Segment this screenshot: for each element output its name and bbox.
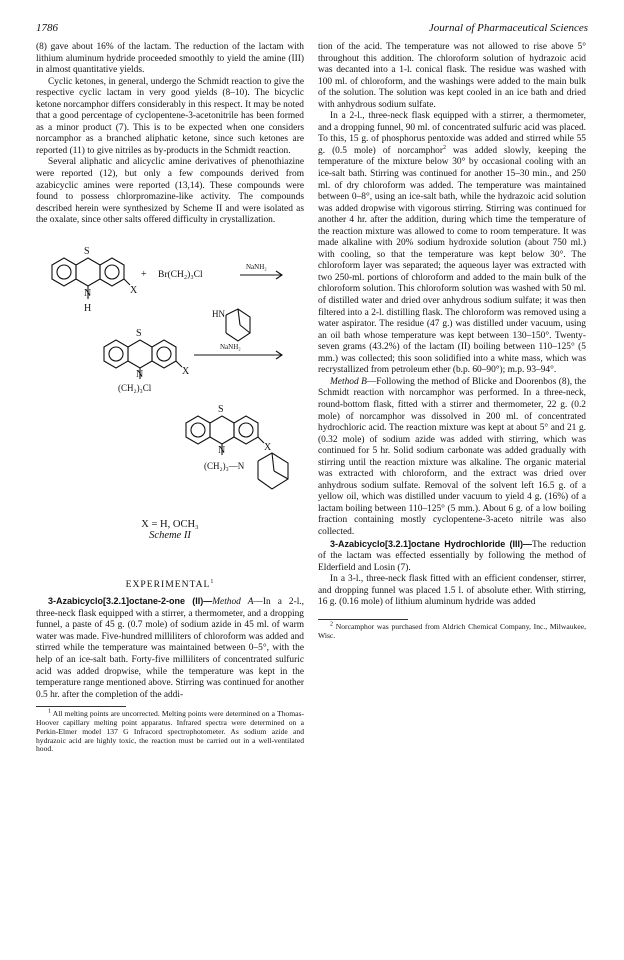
- footnote-1: $^1$ All melting points are uncorrected. Melting points were determined on a Thomas-Hoover capillary melting point apparatus. Infrared spectra were determined on a Perkin-Elmer model 137 G Infracord spectrophotometer. As sodium azide and hydrazoic acid are highly toxic, the reaction must be carried out in a well-ventilated hood.: [36, 708, 304, 754]
- compound-ii-heading: 3-Azabicyclo[3.2.1]octane-2-one (II)—: [48, 596, 213, 607]
- footnote-rule-right: [318, 619, 408, 620]
- right-paragraph-1: tion of the acid. The temperature was not allowed to rise above 5° throughout this addition. The chloroform solution of hydrazoic acid was decanted into a 1-l. conical flask. The residue was washed with 100 ml. of chloroform, and the washings were added to the main bulk of the solution. The solution was kept cooled in an ice bath and dried with anhydrous sodium sulfate.: [318, 42, 586, 110]
- scheme-labels: [36, 519, 304, 542]
- atom-x-2: X: [182, 365, 190, 377]
- compound-iii-paragraph: 3-Azabicyclo[3.2.1]octane Hydrochloride (III)—The reduction of the lactam was effected essentially by following the method of Elderfield and Losin (7).: [318, 538, 586, 573]
- atom-x-1: X: [130, 284, 138, 296]
- reagent-bromochloropropane: Br(CH₂)₃Cl: [158, 269, 203, 280]
- condition-nanh2-1: NaNH₂: [246, 262, 267, 271]
- scheme-ii-structures: [36, 237, 304, 567]
- scheme-caption: Scheme II: [149, 530, 191, 542]
- method-a-text: —In a 2-l., three-neck flask equipped with a stirrer, a thermometer, and a dropping funnel, a paste of 45 g. (0.7 mole) of sodium azide in 45 ml. of warm water was made. Five-hundred milliliters of chloroform was added and stirred while the temperature was maintained between 0–5°, with the help of an ice-salt bath. Forty-five milliliters of concentrated sulfuric acid was added dropwise, while the temperature was kept in the temperature range mentioned above. Stirring was continued for another 0.5 hr. after the completion of the addi-: [36, 597, 304, 700]
- condition-nanh2-2: NaNH₂: [220, 342, 241, 351]
- method-b-label: Method B: [330, 376, 367, 387]
- left-paragraph-2: Cyclic ketones, in general, undergo the Schmidt reaction to give the respective cyclic lactam in very good yields (8–10). The bicyclic ketone norcamphor differs considerably in this respect. It may be noted that a good percentage of cyclopentene-3-acetonitrile has been formed as a minor product (7). This is to be expected when one considers norcamphor as a branched aliphatic ketone, since such ketones are reported (11) to give nitriles as by-products in the Schmidt reaction.: [36, 76, 304, 156]
- method-a-label: Method A: [212, 597, 254, 608]
- scheme-ii-figure: [36, 237, 304, 567]
- chain-chloropropyl: (CH₂)₃Cl: [118, 382, 152, 393]
- chain-propyl-n: (CH₂)₃—N: [204, 460, 245, 471]
- footnote-marker-1: 1: [210, 578, 215, 585]
- x-definition: X = H, OCH₃: [141, 518, 199, 530]
- left-paragraph-1: (8) gave about 16% of the lactam. The reduction of the lactam with lithium aluminum hydride proceeded smoothly to yield the amine (III) in almost quantitative yields.: [36, 42, 304, 76]
- right-paragraph-5: In a 3-l., three-neck flask fitted with an efficient condenser, stirrer, and dropping funnel was placed 1.5 l. of absolute ether. With stirring, 16 g. (0.16 mole) of lithium aluminum hydride was added: [318, 574, 586, 608]
- page-header: [36, 22, 588, 38]
- left-column: [36, 42, 304, 754]
- left-paragraph-3: Several aliphatic and alicyclic amine derivatives of phenothiazine were reported (12), but only a few compounds derived from azabicyclic amines were reported (13,14). These compounds were found to possess chlorpromazine-like activity. The compounds described herein were synthesized by Scheme II and were isolated as the oxalate, since other salts offered difficulty in crystallization.: [36, 157, 304, 226]
- method-b-paragraph: Method B—Following the method of Blicke and Doorenbos (8), the Schmidt reaction with norcamphor was performed. In a three-neck, round-bottom flask, fitted with a stirrer and thermometer, 22 g. (0.2 mole) of norcamphor was dissolved in 200 ml. of concentrated hydrochloric acid. The reaction mixture was kept at about 5° and 21 g. (0.32 mole) of sodium azide was added with stirring, which was continued for 5 hr. Solid sodium carbonate was added gradually with stirring until the reaction mixture was alkaline. The organic material was extracted with chloroform, and the extract was dried over anhydrous sodium sulfate. Removal of the solvent left 16.5 g. of a yellow oil, which was distilled under vacuum to yield 4 g. (16%) of a lactam boiling between 110–125° (5 mm.). About 6 g. of a low boiling fraction containing mostly cyclopentene-3-aceto nitrile was also collected.: [318, 376, 586, 537]
- compound-iii-heading: 3-Azabicyclo[3.2.1]octane Hydrochloride (III)—: [330, 538, 532, 549]
- product-structure: [186, 416, 288, 489]
- atom-s-3: S: [218, 403, 224, 415]
- footnote-rule: [36, 706, 126, 707]
- atom-n-2: N: [136, 368, 144, 380]
- atom-s-2: S: [136, 327, 142, 339]
- atom-x-3: X: [264, 441, 272, 453]
- atom-n-3: N: [218, 444, 226, 456]
- experimental-heading: EXPERIMENTAL$^1$: [125, 578, 215, 590]
- page-number: 1786: [36, 22, 58, 34]
- atom-s-1: S: [84, 245, 90, 257]
- azabicyclic-amine-structure: [226, 309, 250, 341]
- journal-name: Journal of Pharmaceutical Sciences: [428, 22, 588, 34]
- atom-h-1: H: [84, 302, 92, 314]
- method-a-paragraph: [36, 596, 304, 701]
- footnote-marker-2: 2: [442, 144, 446, 151]
- right-column: [318, 42, 586, 640]
- footnote-2: $^2$ Norcamphor was purchased from Aldrich Chemical Company, Inc., Milwaukee, Wisc.: [318, 621, 586, 640]
- right-paragraph-2: In a 2-l., three-neck flask equipped with a stirrer, a thermometer, and a dropping funnel, 90 ml. of concentrated sulfuric acid was placed. To this, 15 g. of phosphorus pentoxide was added and stirred while 55 g. (0.5 mole) of norcamphor$^2$ was added slowly, keeping the temperature of the mixture below 30° by occasional cooling with an ice-salt bath. Stirring was continued for another 15–30 min., and 250 ml. of dry chloroform was added. The temperature was maintained between 0–8°, using an ice-salt bath, while the hydrazoic acid solution was added dropwise with vigorous stirring. Stirring was continued for another 4 hr. after the addition, during which time the temperature of the reaction mixture was allowed to come to room temperature. It was made alkaline with 20% sodium hydroxide solution (about 750 ml.) with cooling, so that the temperature was kept below 30°. The chloroform layer was separated; the aqueous layer was extracted with two 250-ml. portions of chloroform and added to the main bulk of the chloroform solution. This chloroform solution was washed with 50 ml. of distilled water and dried over anhydrous sodium sulfate; it was then filtered into a 2-l. distilling flask. The chloroform was removed using a water aspirator. The residue (47 g.) was distilled under vacuum, using an oil bath whose temperature was kept between 130–150°. Twenty-seven grams (43.2%) of the lactam (II) boiling between 110–125° (5 mm.) was collected; this soon solidified into a white mass, which was recrystallized from petroleum ether (b.p. 60–90°); m.p. 93–94°.: [318, 111, 586, 376]
- plus-sign: +: [141, 268, 147, 280]
- atom-hn: HN: [212, 308, 225, 319]
- atom-n-1: N: [84, 287, 92, 299]
